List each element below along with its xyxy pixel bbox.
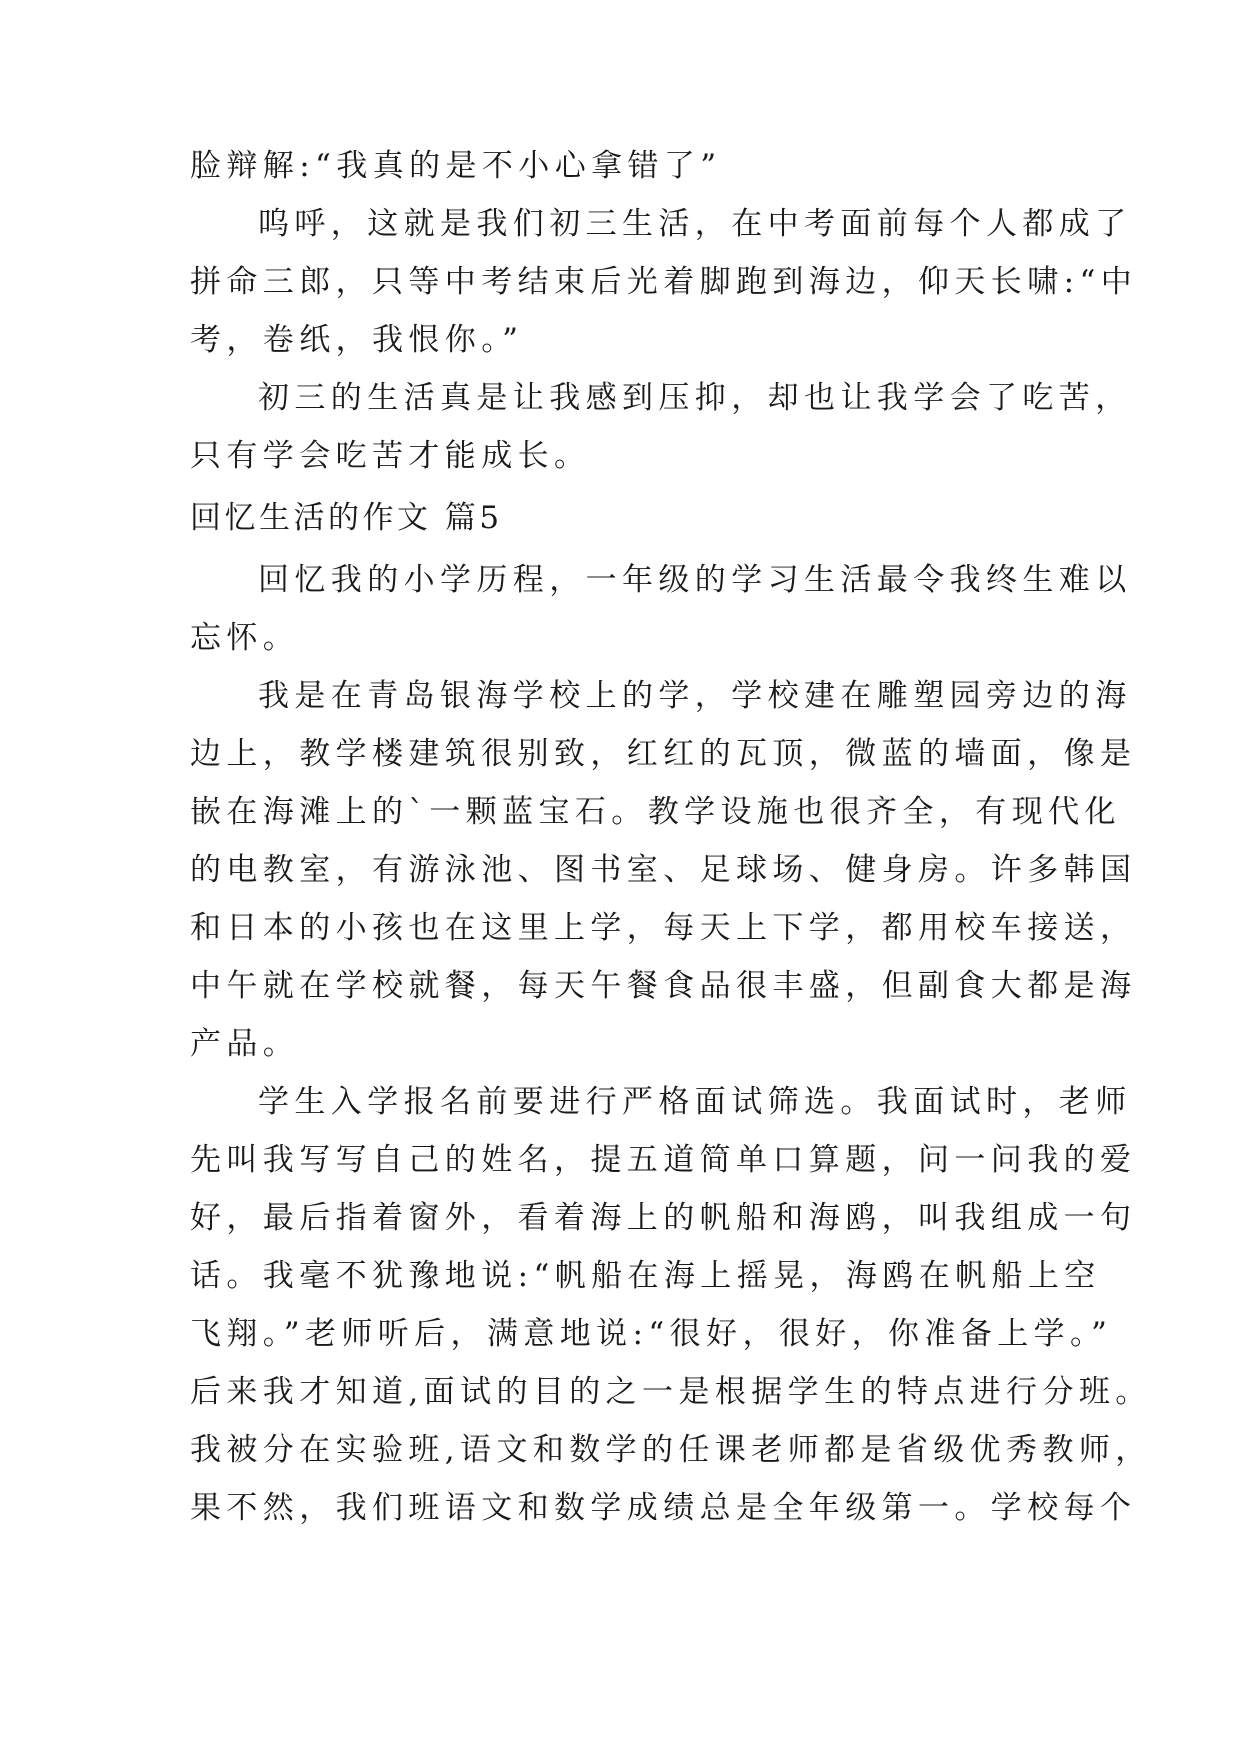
text-line: 嵌在海滩上的`一颗蓝宝石。教学设施也很齐全，有现代化 bbox=[190, 794, 1121, 830]
text-line: 话。我毫不犹豫地说:“帆船在海上摇晃，海鸥在帆船上空 bbox=[190, 1258, 1101, 1294]
text-line: 的电教室，有游泳池、图书室、足球场、健身房。许多韩国 bbox=[190, 852, 1137, 888]
text-line: 只有学会吃苦才能成长。 bbox=[190, 438, 591, 474]
text-line: 我被分在实验班,语文和数学的任课老师都是省级优秀教师， bbox=[190, 1432, 1152, 1468]
paragraph-first-line: 我是在青岛银海学校上的学，学校建在雕塑园旁边的海 bbox=[258, 678, 1132, 714]
paragraph-first-line: 呜呼，这就是我们初三生活，在中考面前每个人都成了 bbox=[258, 206, 1132, 242]
text-line: 后来我才知道,面试的目的之一是根据学生的特点进行分班。 bbox=[190, 1374, 1152, 1410]
text-line: 拼命三郎，只等中考结束后光着脚跑到海边，仰天长啸:“中 bbox=[190, 264, 1138, 300]
paragraph-first-line: 学生入学报名前要进行严格面试筛选。我面试时，老师 bbox=[258, 1084, 1132, 1120]
text-line: 忘怀。 bbox=[190, 620, 300, 656]
paragraph-first-line: 初三的生活真是让我感到压抑，却也让我学会了吃苦， bbox=[258, 380, 1132, 416]
text-line: 产品。 bbox=[190, 1026, 300, 1062]
text-line: 脸辩解:“我真的是不小心拿错了” bbox=[190, 148, 722, 184]
text-line: 和日本的小孩也在这里上学，每天上下学，都用校车接送， bbox=[190, 910, 1137, 946]
text-line: 好，最后指着窗外，看着海上的帆船和海鸥，叫我组成一句 bbox=[190, 1200, 1137, 1236]
paragraph-first-line: 回忆我的小学历程，一年级的学习生活最令我终生难以 bbox=[258, 562, 1132, 598]
text-line: 先叫我写写自己的姓名，提五道简单口算题，问一问我的爱 bbox=[190, 1142, 1137, 1178]
section-heading: 回忆生活的作文 篇5 bbox=[190, 500, 503, 536]
text-line: 果不然，我们班语文和数学成绩总是全年级第一。学校每个 bbox=[190, 1490, 1137, 1526]
text-line: 中午就在学校就餐，每天午餐食品很丰盛，但副食大都是海 bbox=[190, 968, 1137, 1004]
text-line: 考，卷纸，我恨你。” bbox=[190, 322, 524, 358]
text-line: 边上，教学楼建筑很别致，红红的瓦顶，微蓝的墙面，像是 bbox=[190, 736, 1137, 772]
text-line: 飞翔。”老师听后，满意地说:“很好，很好，你准备上学。” bbox=[190, 1316, 1113, 1352]
